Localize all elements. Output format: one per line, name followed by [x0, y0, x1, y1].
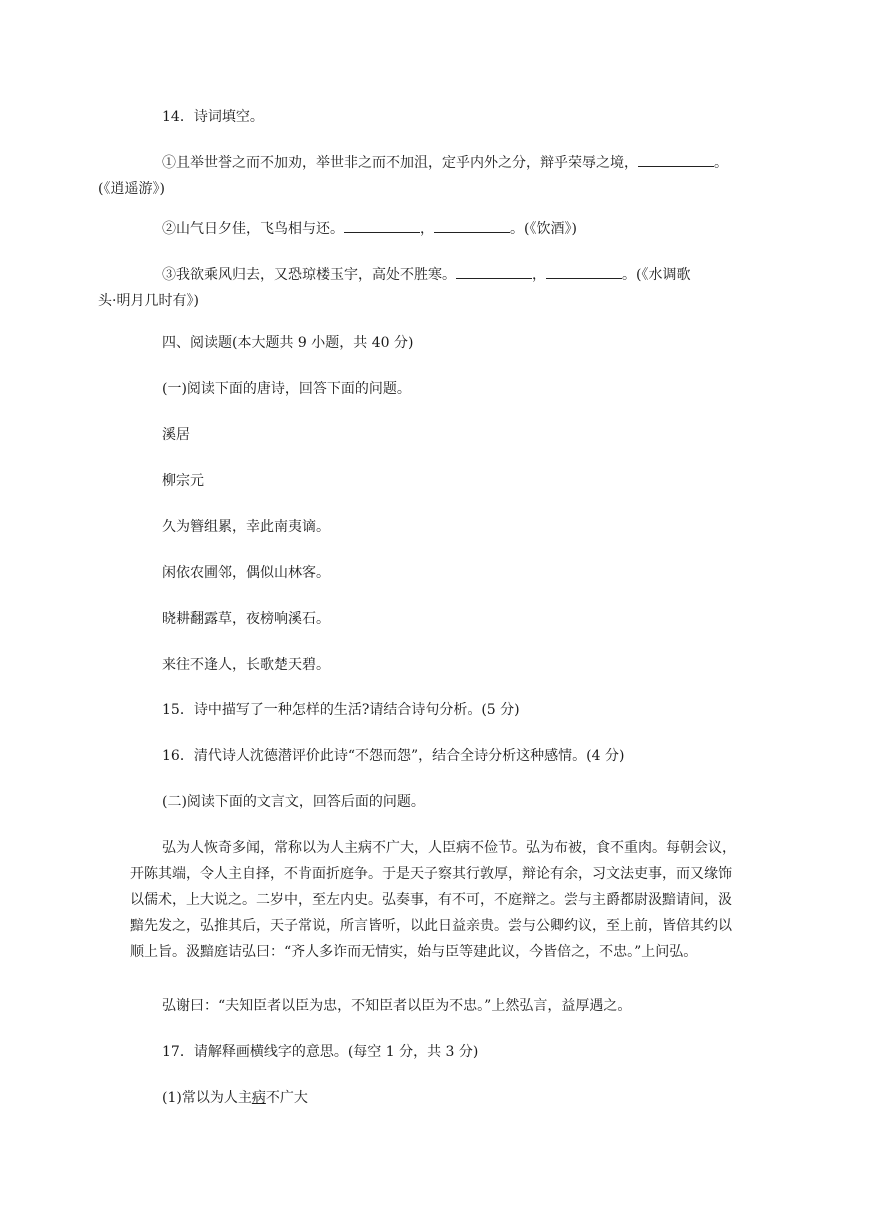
item-1-end: 。 — [714, 155, 728, 171]
item-3-sep: ， — [532, 267, 546, 283]
item-3-end: 。(《水调歌 — [622, 267, 691, 283]
question-14-title: 14．诗词填空。 — [162, 109, 264, 125]
item-1-pre: (1)常以为人主 — [162, 1090, 252, 1106]
poem-line: 来往不逢人，长歌楚天碧。 — [162, 657, 330, 673]
poem-author: 柳宗元 — [162, 473, 204, 489]
question-15: 15．诗中描写了一种怎样的生活?请结合诗句分析。(5 分) — [162, 702, 520, 718]
part-1-intro: (一)阅读下面的唐诗，回答下面的问题。 — [162, 381, 411, 397]
question-17-item-1 — [130, 1085, 740, 1111]
answer-blank — [344, 218, 420, 233]
answer-blank — [546, 264, 622, 279]
answer-blank — [456, 264, 532, 279]
poem-title: 溪居 — [162, 427, 190, 443]
passage-paragraph-1: 弘为人恢奇多闻，常称以为人主病不广大，人臣病不俭节。弘为布被，食不重肉。每朝会议，开陈其端，令人主自择，不肯面折庭争。于是天子察其行敦厚，辩论有余，习文法吏事，而又缘饰以儒术，上大说之。二岁中，至左内史。弘奏事，有不可，不庭辩之。尝与主爵都尉汲黯请间，汲黯先发之，弘推其后，天子常说，所言皆听，以此日益亲贵。尝与公卿约议，至上前，皆倍其约以顺上旨。汲黯庭诘弘曰：“齐人多诈而无情实，始与臣等建此议，今皆倍之，不忠。”上问弘。 — [130, 840, 736, 960]
question-14-item-1 — [98, 150, 740, 202]
question-16: 16．清代诗人沈德潜评价此诗“不怨而怨”，结合全诗分析这种感情。(4 分) — [162, 748, 625, 764]
poem-line: 晓耕翻露草，夜榜响溪石。 — [162, 611, 330, 627]
item-2-end: 。(《饮酒》) — [510, 221, 577, 237]
question-14-item-2 — [130, 216, 740, 242]
poem-line: 闲依农圃邻，偶似山林客。 — [162, 565, 330, 581]
item-1-text: ①且举世誉之而不加劝，举世非之而不加沮，定乎内外之分，辩乎荣辱之境， — [162, 155, 638, 171]
item-2-sep: ， — [420, 221, 434, 237]
question-17: 17．请解释画横线字的意思。(每空 1 分，共 3 分) — [162, 1044, 479, 1060]
poem-line: 久为簪组累，幸此南夷谪。 — [162, 519, 330, 535]
underlined-word: 病 — [251, 1090, 266, 1106]
answer-blank — [434, 218, 510, 233]
answer-blank — [638, 152, 714, 167]
section-4-title: 四、阅读题(本大题共 9 小题，共 40 分) — [162, 335, 414, 351]
question-14-item-3 — [98, 262, 740, 314]
passage-paragraph-2: 弘谢曰：“夫知臣者以臣为忠，不知臣者以臣为不忠。”上然弘言，益厚遇之。 — [162, 998, 632, 1014]
part-2-intro: (二)阅读下面的文言文，回答后面的问题。 — [162, 794, 425, 810]
item-3-text: ③我欲乘风归去，又恐琼楼玉宇，高处不胜寒。 — [162, 267, 456, 283]
item-1-post: 不广大 — [265, 1090, 308, 1106]
item-3-source-cont: 头·明月几时有》) — [98, 293, 199, 309]
item-1-source: (《逍遥游》) — [98, 181, 165, 197]
item-2-text: ②山气日夕佳，飞鸟相与还。 — [162, 221, 344, 237]
